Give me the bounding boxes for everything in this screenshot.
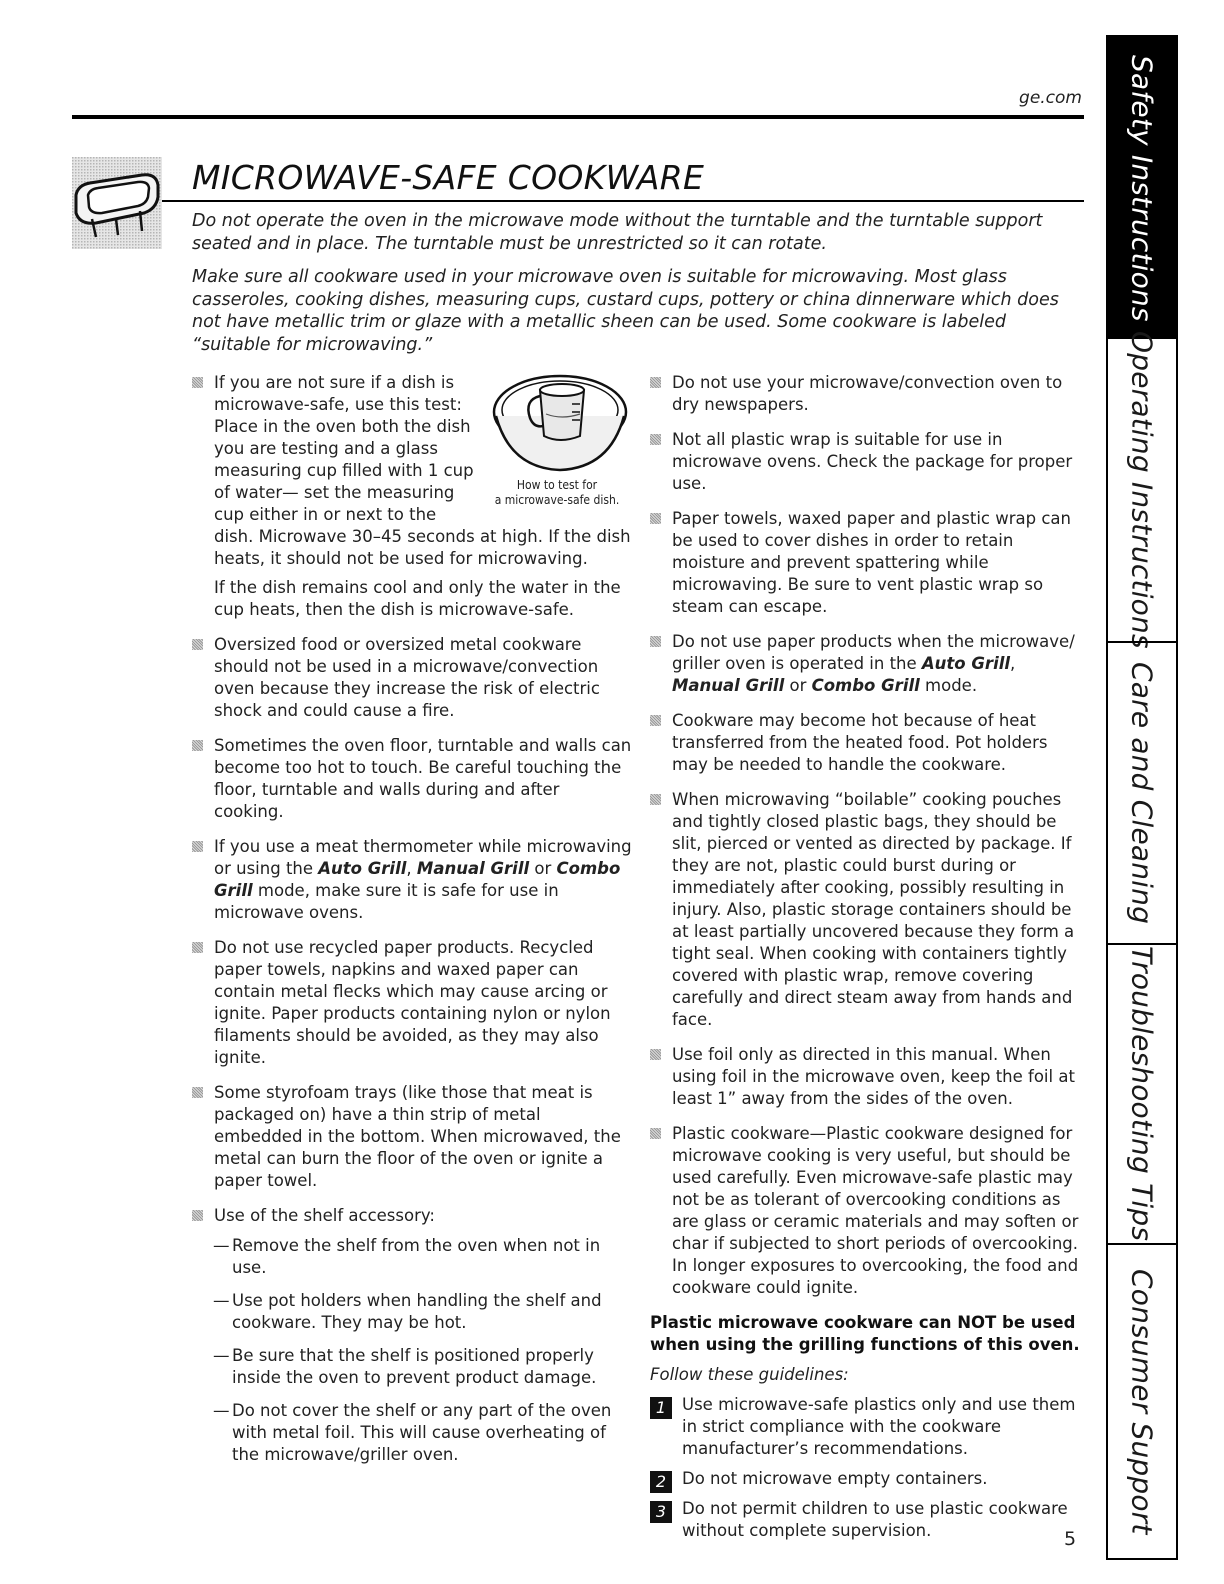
list-item: When microwaving “boilable” cooking pouches and tightly closed plastic bags, they should be slit, pierced or vented as directed by package. If they are not, plastic could burst during or immediately after cooking, possibly resulting in injury. Also, plastic storage containers should be at least partially uncovered because they form a tight seal. When cooking with containers tightly covered with plastic wrap, remove covering carefully and direct steam away from hands and face.: [650, 789, 1084, 1031]
list-item: Do not use paper products when the microwave/ griller oven is operated in the Auto Grill, Manual Grill or Combo Grill mode.: [650, 631, 1084, 697]
bullet-icon: [192, 377, 203, 388]
bullet-icon: [650, 636, 661, 647]
intro-turntable: Do not operate the oven in the microwave mode without the turntable and the turntable support seated and in place. The turntable must be unrestricted so it can rotate.: [192, 211, 1043, 254]
left-column: [192, 372, 632, 1477]
bullet-icon: [192, 1087, 203, 1098]
bowl-with-measuring-cup-icon: [490, 370, 630, 478]
intro-cookware: Make sure all cookware used in your microwave oven is suitable for microwaving. Most glass casseroles, cooking dishes, measuring cups, custard cups, pottery or china dinnerware which does not have metallic trim or glaze with a metallic sheen can be used. Some cookware is labeled “suitable for microwaving.”: [192, 267, 1059, 355]
bullet-icon: [650, 434, 661, 445]
page-title: MICROWAVE-SAFE COOKWARE: [192, 158, 705, 197]
guideline-item: 2 Do not microwave empty containers.: [650, 1468, 1084, 1490]
tab-care-and-cleaning[interactable]: Care and Cleaning: [1108, 641, 1176, 943]
bullet-icon: [650, 794, 661, 805]
list-item: How to test for a microwave-safe dish. If you are not sure if a dish is microwave-safe, use this test: Place in the oven both the dish you are testing and a glass measuring cup filled with 1 cup of water— set the measuring cup either in or next to the dish. Microwave 30–45 seconds at high. If the dish heats, it should not be used for microwaving.: [192, 372, 632, 570]
list-item: Plastic cookware—Plastic cookware designed for microwave cooking is very useful, but should be used carefully. Even microwave-safe plastic may not be as tolerant of overcooking conditions as are glass or ceramic materials and may soften or char if subjected to short periods of overcooking. In longer exposures to overcooking, the food and cookware could ignite.: [650, 1123, 1084, 1299]
list-item: Paper towels, waxed paper and plastic wrap can be used to cover dishes in order to retain moisture and prevent spattering while microwaving. Be sure to vent plastic wrap so steam can escape.: [650, 508, 1084, 618]
bullet-icon: [192, 1210, 203, 1221]
tab-consumer-support[interactable]: Consumer Support: [1108, 1243, 1176, 1558]
list-item: Use of the shelf accessory:: [192, 1205, 632, 1227]
list-item: If you use a meat thermometer while microwaving or using the Auto Grill, Manual Grill or Combo Grill mode, make sure it is safe for use in microwave ovens.: [192, 836, 632, 924]
shelf-item: — Use pot holders when handling the shelf and cookware. They may be hot.: [213, 1291, 602, 1332]
list-item: Some styrofoam trays (like those that meat is packaged on) have a thin strip of metal embedded in the bottom. When microwaved, the metal can burn the floor of the oven or ignite a paper towel.: [192, 1082, 632, 1192]
bullet-icon: [192, 841, 203, 852]
guideline-item: 1 Use microwave-safe plastics only and use them in strict compliance with the cookware manufacturer’s recommendations.: [650, 1394, 1084, 1460]
shelf-item: — Be sure that the shelf is positioned properly inside the oven to prevent product damage.: [213, 1346, 597, 1387]
list-item: Do not use recycled paper products. Recycled paper towels, napkins and waxed paper can contain metal flecks which may cause arcing or ignite. Paper products containing nylon or nylon filaments should be avoided, as they may also ignite.: [192, 937, 632, 1069]
bullet-icon: [192, 740, 203, 751]
list-item: Sometimes the oven floor, turntable and walls can become too hot to touch. Be careful touching the floor, turntable and walls during and after cooking.: [192, 735, 632, 823]
figure-caption: How to test for a microwave-safe dish.: [494, 478, 620, 507]
bullet-icon: [650, 513, 661, 524]
cookware-dish-icon: [72, 157, 162, 249]
bullet-icon: [650, 1128, 661, 1139]
list-item: Not all plastic wrap is suitable for use in microwave ovens. Check the package for proper use.: [650, 429, 1084, 495]
site-url: ge.com: [1019, 88, 1082, 108]
shelf-item: — Do not cover the shelf or any part of the oven with metal foil. This will cause overheating of the microwave/griller oven.: [213, 1401, 612, 1464]
bullet-icon: [650, 1049, 661, 1060]
test-dish-figure: [482, 370, 632, 508]
list-item-continued: If the dish remains cool and only the water in the cup heats, then the dish is microwave-safe.: [214, 578, 621, 619]
tab-safety-instructions[interactable]: Safety Instructions: [1108, 37, 1176, 339]
section-sidebar: [1106, 35, 1178, 1560]
step-number: 3: [650, 1501, 672, 1523]
list-item: Do not use your microwave/convection oven to dry newspapers.: [650, 372, 1084, 416]
tab-operating-instructions[interactable]: Operating Instructions: [1125, 331, 1159, 649]
step-number: 1: [650, 1397, 672, 1419]
list-item: Oversized food or oversized metal cookware should not be used in a microwave/convection oven because they increase the risk of electric shock and could cause a fire.: [192, 634, 632, 722]
grill-warning: Plastic microwave cookware can NOT be used when using the grilling functions of this oven.: [650, 1313, 1080, 1354]
bullet-icon: [650, 715, 661, 726]
bullet-icon: [192, 942, 203, 953]
bullet-icon: [192, 639, 203, 650]
guideline-item: 3 Do not permit children to use plastic cookware without complete supervision.: [650, 1498, 1084, 1542]
right-column: [650, 372, 1084, 1550]
step-number: 2: [650, 1471, 672, 1493]
list-item: Cookware may become hot because of heat transferred from the heated food. Pot holders may be needed to handle the cookware.: [650, 710, 1084, 776]
list-item: Use foil only as directed in this manual. When using foil in the microwave oven, keep the foil at least 1” away from the sides of the oven.: [650, 1044, 1084, 1110]
shelf-item: — Remove the shelf from the oven when not in use.: [213, 1236, 601, 1277]
bullet-icon: [650, 377, 661, 388]
page-number: 5: [1064, 1528, 1077, 1550]
header-rule: [72, 115, 1084, 119]
title-rule: [162, 200, 1084, 202]
guidelines-heading: Follow these guidelines:: [650, 1365, 849, 1384]
tab-troubleshooting-tips[interactable]: Troubleshooting Tips: [1108, 943, 1176, 1243]
